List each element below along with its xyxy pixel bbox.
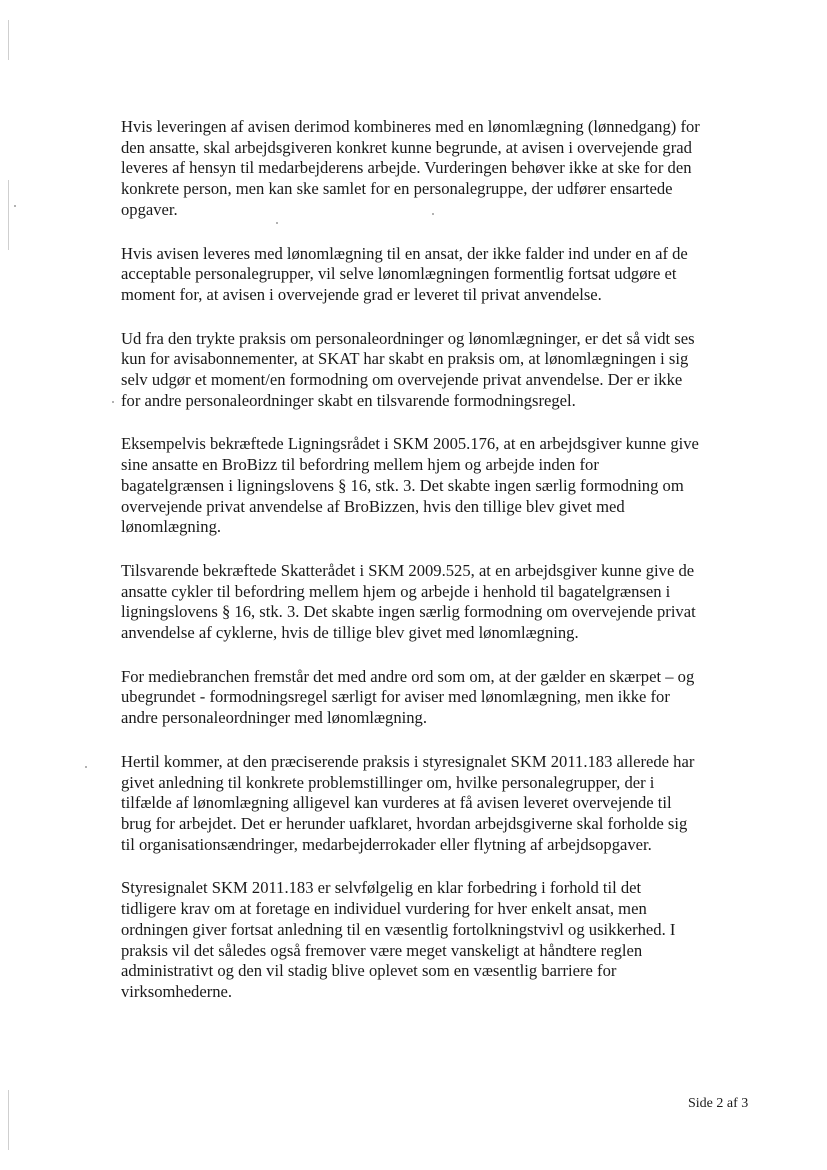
scan-edge-mark [8,1090,9,1150]
paragraph-2 [121,244,761,306]
text-line: tidligere krav om at foretage en individuel vurdering for hver enkelt ansat, men [121,899,647,919]
text-line: For mediebranchen fremstår det med andre ord som om, at der gælder en skærpet – og [121,666,695,686]
paragraph-1 [121,117,761,221]
text-line: virksomhederne. [121,981,233,1001]
document-body [121,117,761,1026]
text-line: Styresignalet SKM 2011.183 er selvfølgelig en klar forbedring i forhold til det [121,878,642,898]
paragraph-8 [121,878,761,1002]
text-line: praksis vil det således også fremover være meget vanskeligt at håndtere reglen [121,940,643,960]
text-line: lønomlægning. [121,517,222,537]
text-line: leveres af hensyn til medarbejderens arbejde. Vurderingen behøver ikke at ske for den [121,158,692,178]
text-line: tilfælde af lønomlægning alligevel kan vurderes at få avisen leveret overvejende til [121,793,672,813]
paragraph-5 [121,561,761,644]
text-line: kun for avisabonnementer, at SKAT har skabt en praksis om, at lønomlægningen i sig [121,349,689,369]
text-line: brug for arbejdet. Det er herunder uafklaret, hvordan arbejdsgiverne skal forholde sig [121,813,688,833]
text-line: Hvis avisen leveres med lønomlægning til en ansat, der ikke falder ind under en af de [121,243,688,263]
text-line: den ansatte, skal arbejdsgiveren konkret kunne begrunde, at avisen i overvejende grad [121,137,692,157]
scan-speck [112,401,114,403]
text-line: Eksempelvis bekræftede Ligningsrådet i SKM 2005.176, at en arbejdsgiver kunne give [121,434,699,454]
text-line: ordningen giver fortsat anledning til en væsentlig fortolkningstvivl og usikkerhed. I [121,919,676,939]
text-line: acceptable personalegrupper, vil selve lønomlægningen formentlig fortsat udgøre et [121,264,677,284]
text-line: bagatelgrænsen i ligningslovens § 16, stk. 3. Det skabte ingen særlig formodning om [121,475,684,495]
text-line: ansatte cykler til befordring mellem hjem og arbejde i henhold til bagatelgrænsen i [121,581,671,601]
text-line: Hvis leveringen af avisen derimod kombineres med en lønomlægning (lønnedgang) for [121,117,700,136]
paragraph-7 [121,752,761,856]
text-line: moment for, at avisen i overvejende grad er leveret til privat anvendelse. [121,284,602,304]
text-line: sine ansatte en BroBizz til befordring mellem hjem og arbejde inden for [121,455,599,475]
scan-edge-mark [8,180,9,250]
text-line: Hertil kommer, at den præciserende praksis i styresignalet SKM 2011.183 allerede har [121,751,695,771]
text-line: Ud fra den trykte praksis om personaleordninger og lønomlægninger, er det så vidt ses [121,328,695,348]
paragraph-4 [121,434,761,538]
text-line: ubegrundet - formodningsregel særligt for aviser med lønomlægning, men ikke for [121,687,670,707]
text-line: ligningslovens § 16, stk. 3. Det skabte ingen særlig formodning om overvejende privat [121,602,696,622]
text-line: konkrete person, men kan ske samlet for en personalegruppe, der udfører ensartede [121,179,673,199]
text-line: for andre personaleordninger skabt en tilsvarende formodningsregel. [121,390,576,410]
scan-speck [14,205,16,207]
text-line: overvejende privat anvendelse af BroBizzen, hvis den tillige blev givet med [121,496,625,516]
text-line: andre personaleordninger med lønomlægning. [121,708,427,728]
text-line: selv udgør et moment/en formodning om overvejende privat anvendelse. Der er ikke [121,370,683,390]
text-line: Tilsvarende bekræftede Skatterådet i SKM 2009.525, at en arbejdsgiver kunne give de [121,560,695,580]
scan-speck [85,766,87,768]
text-line: opgaver. [121,199,178,219]
page-number: Side 2 af 3 [688,1096,749,1111]
text-line: anvendelse af cyklerne, hvis de tillige blev givet med lønomlægning. [121,623,579,643]
text-line: givet anledning til konkrete problemstillinger om, hvilke personalegrupper, der i [121,772,655,792]
paragraph-6 [121,667,761,729]
paragraph-3 [121,329,761,412]
text-line: til organisationsændringer, medarbejderrokader eller flytning af arbejdsopgaver. [121,834,652,854]
text-line: administrativt og den vil stadig blive oplevet som en væsentlig barriere for [121,961,617,981]
scan-edge-mark [8,20,9,60]
